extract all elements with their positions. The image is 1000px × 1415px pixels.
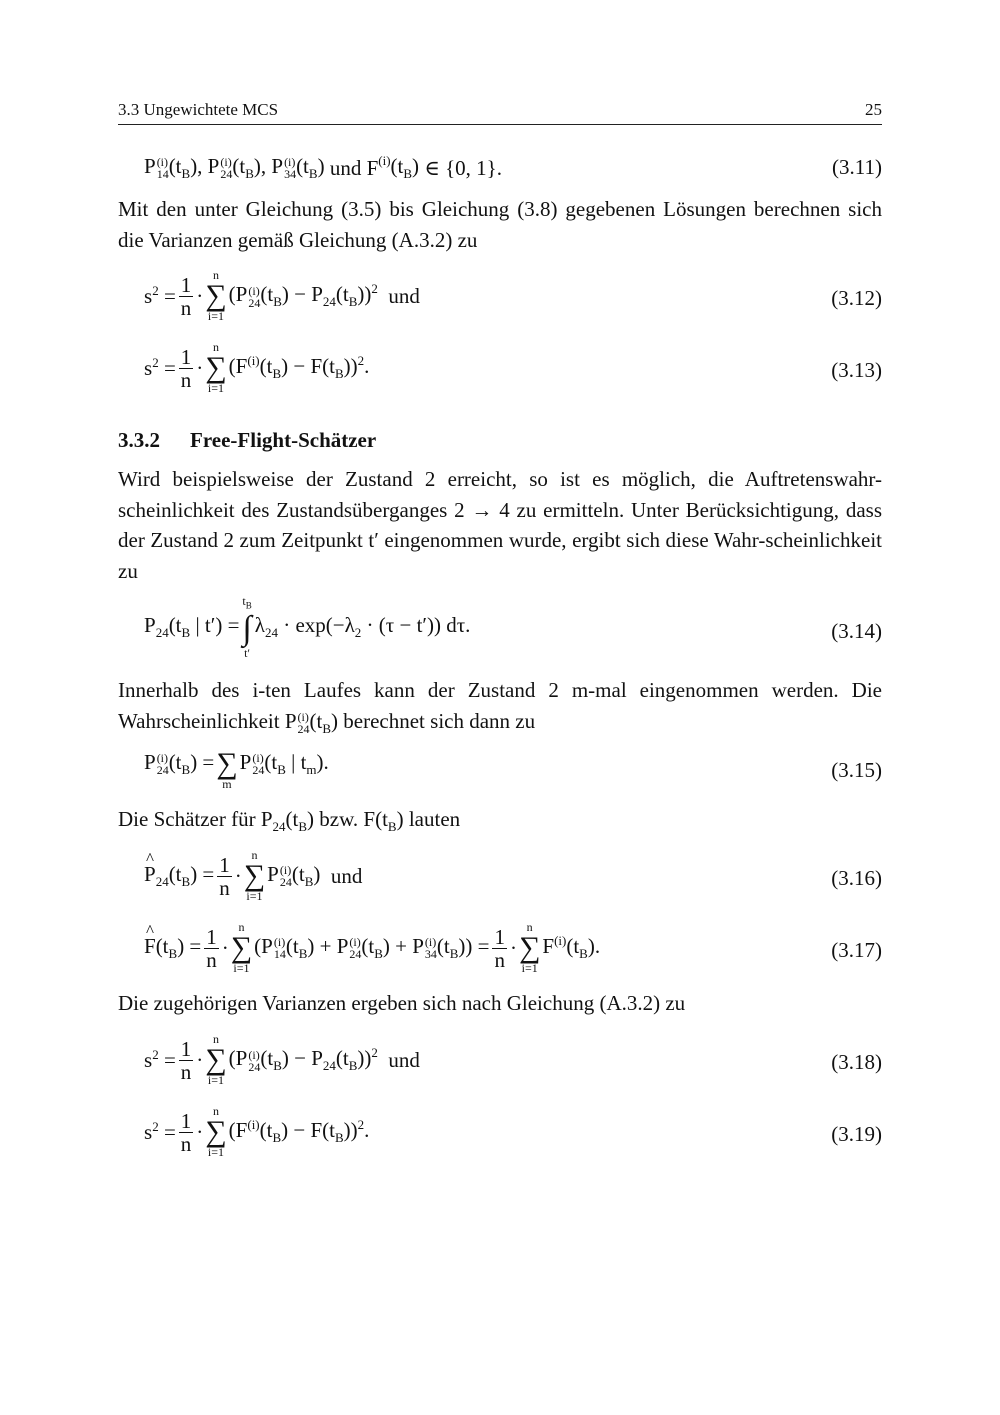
heading-title: Free-Flight-Schätzer [190, 428, 377, 452]
equation-word: und [388, 283, 420, 308]
heading-number: 3.3.2 [118, 428, 160, 452]
paragraph-text: bzw. F(t [319, 807, 388, 831]
section-title: 3.3 Ungewichtete MCS [118, 100, 279, 119]
equation-3-16: ^ $P_{24}(t_B)$ = $\frac{1}{n}$ · n ∑ i=1 P (i) 24 $(t_B)$ und (3.16) [144, 846, 882, 906]
running-header [118, 98, 882, 125]
equation-body: P (i) 14 $(t_B)$, P (i) 24 $(t_B)$, P (i) 34 $(t_B)$ und F $^{(i)}(t_B)$ ∈ {0, 1}. [144, 153, 502, 182]
equation-number: (3.15) [831, 758, 882, 782]
equation-number: (3.13) [831, 358, 882, 382]
equation-number: (3.16) [831, 866, 882, 890]
equation-number: (3.18) [831, 1050, 882, 1074]
equation-3-18: $s^2$ = $\frac{1}{n}$ · n ∑ i=1 (P (i) 24 $(t_B) - P_{24}(t_B))^2$ und (3.18) [144, 1032, 882, 1087]
equation-word: und F [329, 155, 379, 180]
equation-3-12: $s^2$ = $\frac{1}{n}$ · n ∑ i=1 (P (i) 24 $(t_B) - P_{24}(t_B))^2$ und (3.12) [144, 268, 882, 323]
equation-number: (3.14) [831, 619, 882, 643]
equation-number: (3.11) [832, 155, 882, 179]
equation-number: (3.17) [831, 938, 882, 962]
paragraph: Wird beispielsweise der Zustand 2 erreicht, so ist es möglich, die Auftretenswahr-scheinlichkeit des Zustandsüberganges 2 → 4 zu ermitteln. Unter Berücksichtigung, dass der Zustand 2 zum Zeitpunkt t′ eingenommen wurde, ergibt sich diese Wahr-scheinlichkeit zu [118, 467, 882, 583]
paragraph-text: Innerhalb des i-ten Laufes kann der Zustand 2 m-mal eingenommen werden. Die Wahrscheinlichkeit [118, 678, 882, 733]
equation-3-17: ^ $F(t_B)$ = $\frac{1}{n}$ · n ∑ i=1 (P (i) 14 $(t_B) + P$ (i) 24 $(t_B) + P$ (i) 34 $(t_B)$) = $\frac{1}{n}$ · n ∑ i=1 $F^{(i)}(t_B)$. (3.17) [144, 918, 882, 978]
equation-3-11 [144, 138, 882, 198]
equation-word: und [388, 1047, 420, 1072]
paragraph-text: ) lauten [396, 807, 461, 831]
section-heading [118, 428, 376, 453]
paragraph: Die zugehörigen Varianzen ergeben sich nach Gleichung (A.3.2) zu [118, 991, 686, 1015]
equation-number: (3.19) [831, 1122, 882, 1146]
equation-set: ∈ {0, 1}. [424, 155, 502, 180]
paragraph-text: berechnet sich dann zu [343, 708, 536, 733]
equation-3-15: P (i) 24 $(t_B)$ = ∑ m P (i) 24 ($t_B$ | $t_m$). (3.15) [144, 747, 882, 791]
equation-3-13: $s^2$ = $\frac{1}{n}$ · n ∑ i=1 $(F^{(i)}(t_B) - F(t_B))^2$. (3.13) [144, 340, 882, 395]
paragraph: Innerhalb des i-ten Laufes kann der Zustand 2 m-mal eingenommen werden. Die Wahrscheinlichkeit P (i) 24 $(t_B)$ berechnet sich dann zu [118, 678, 882, 736]
equation-3-19: $s^2$ = $\frac{1}{n}$ · n ∑ i=1 $(F^{(i)}(t_B) - F(t_B))^2$. (3.19) [144, 1104, 882, 1159]
equation-number: (3.12) [831, 286, 882, 310]
page-number: 25 [865, 100, 882, 119]
equation-word: und [330, 863, 363, 888]
paragraph-text: Die Schätzer für P [118, 807, 273, 831]
paragraph: Die Schätzer für $P_{24}(t_B)$ bzw. $F(t_B)$ lauten [118, 807, 461, 835]
paragraph: Mit den unter Gleichung (3.5) bis Gleichung (3.8) gegebenen Lösungen berechnen sich die Varianzen gemäß Gleichung (A.3.2) zu [118, 197, 882, 252]
equation-3-14: $P_{24}(t_B$ | t′) = $t_B$ ∫ t′ $\lambda_{24} \cdot \exp(-\lambda_2 \cdot (\tau - t'))$ dτ. (3.14) [144, 593, 882, 661]
